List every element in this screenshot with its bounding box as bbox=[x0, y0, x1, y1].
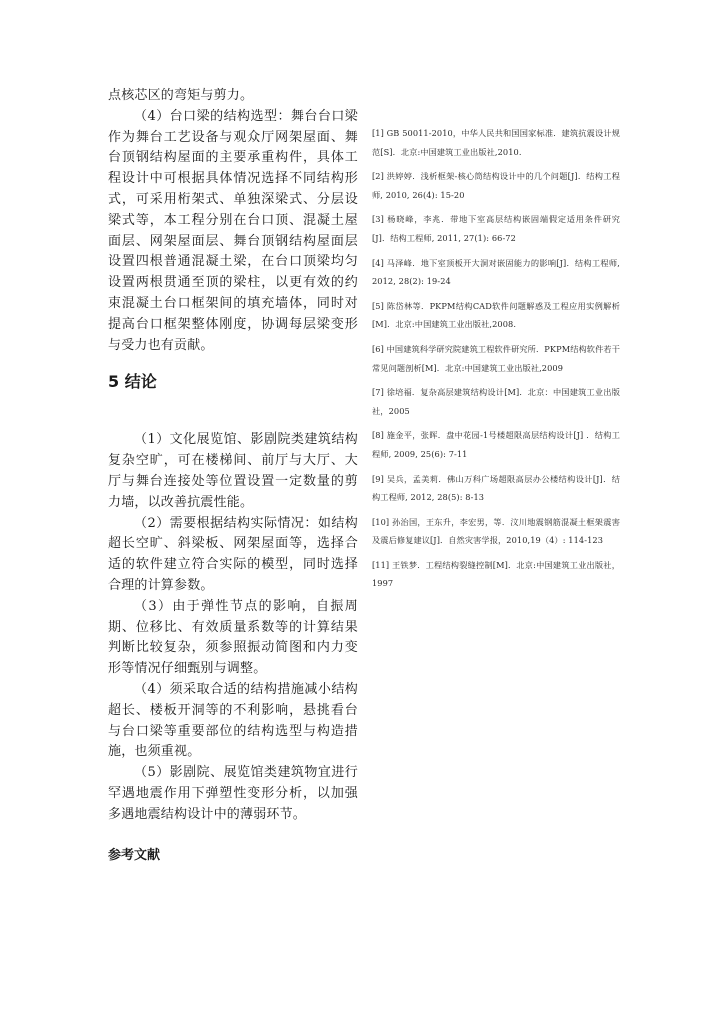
conclusion-item: （4）须采取合适的结构措施减小结构超长、楼板开洞等的不利影响，悬挑看台与台口梁等重要部位的结构选型与构造措施，也须重视。 bbox=[108, 681, 358, 760]
reference-item: [3] 杨晓峰，李兆．带地下室高层结构嵌固端假定适用条件研究[J]．结构工程师, 2011, 27(1): 66-72 bbox=[372, 214, 620, 243]
left-column bbox=[108, 86, 358, 866]
reference-item: [7] 徐培福．复杂高层建筑结构设计[M]．北京：中国建筑工业出版社，2005 bbox=[372, 387, 620, 416]
reference-item: [2] 洪婷婷．浅析框架-核心筒结构设计中的几个问题[J]．结构工程师, 2010, 26(4): 15-20 bbox=[372, 171, 620, 200]
reference-item: [8] 施金平，张晖．盘中花园-1号楼超限高层结构设计[J] ．结构工程师, 2009, 25(6): 7-11 bbox=[372, 430, 620, 459]
reference-item: [4] 马泽峰．地下室顶板开大洞对嵌固能力的影响[J]．结构工程师, 2012, 28(2): 19-24 bbox=[372, 257, 620, 287]
conclusion-item: （2）需要根据结构实际情况：如结构超长空旷、斜梁板、网架屋面等，选择合适的软件建立符合实际的模型，同时选择合理的计算参数。 bbox=[108, 515, 358, 593]
section-heading-conclusion: 5 结论 bbox=[108, 372, 157, 392]
paragraph-proscenium-beam: （4）台口梁的结构选型：舞台台口梁作为舞台工艺设备与观众厅网架屋面、舞台顶钢结构屋面的主要承重构件，具体工程设计中可根据具体情况选择不同结构形式，可采用桁架式、单独深梁式、分层设梁式等，本工程分别在台口顶、混凝土屋面层、网架屋面层、舞台顶钢结构屋面层设置四根普通混凝土梁，在台口顶梁均匀设置两根贯通至顶的梁柱，以更有效的约束混凝土台口框架间的填充墙体，同时对提高台口框架整体刚度，协调每层梁变形与受力也有贡献。 bbox=[108, 108, 358, 353]
paragraph-continuation: 点核芯区的弯矩与剪力。 bbox=[108, 88, 254, 103]
conclusion-item: （1）文化展览馆、影剧院类建筑结构复杂空旷，可在楼梯间、前厅与大厅、大厅与舞台连接处等位置设置一定数量的剪力墙，以改善抗震性能。 bbox=[108, 432, 358, 510]
conclusion-item: （3）由于弹性节点的影响，自振周期、位移比、有效质量系数等的计算结果判断比较复杂，须参照振动简图和内力变形等情况仔细甄别与调整。 bbox=[108, 598, 358, 677]
references-heading: 参考文献 bbox=[108, 847, 161, 863]
reference-item: [6] 中国建筑科学研究院建筑工程软件研究所．PKPM结构软件若干常见问题剖析[M]．北京:中国建筑工业出版社,2009 bbox=[372, 343, 620, 373]
spacer bbox=[108, 396, 358, 430]
reference-item: [11] 王铁梦．工程结构裂缝控制[M]．北京:中国建筑工业出版社，1997 bbox=[372, 559, 620, 589]
reference-item: [1] GB 50011-2010，中华人民共和国国家标准．建筑抗震设计规范[S]．北京:中国建筑工业出版社,2010. bbox=[372, 128, 620, 157]
references-list bbox=[372, 124, 620, 599]
reference-item: [9] 吴兵，孟美莉．佛山万科广场超限高层办公楼结构设计[J]．结构工程师, 2012, 28(5): 8-13 bbox=[372, 473, 620, 503]
reference-item: [5] 陈岱林等．PKPM结构CAD软件问题解惑及工程应用实例解析[M]．北京:中国建筑工业出版社,2008. bbox=[372, 300, 620, 330]
reference-item: [10] 孙治国，王东升，李宏男，等．汶川地震钢筋混凝土框架震害及震后修复建议[J]．自然灾害学报，2010,19（4）: 114-123 bbox=[372, 516, 620, 546]
conclusion-item: （5）影剧院、展览馆类建筑物宜进行罕遇地震作用下弹塑性变形分析，以加强多遇地震结构设计中的薄弱环节。 bbox=[108, 765, 358, 822]
